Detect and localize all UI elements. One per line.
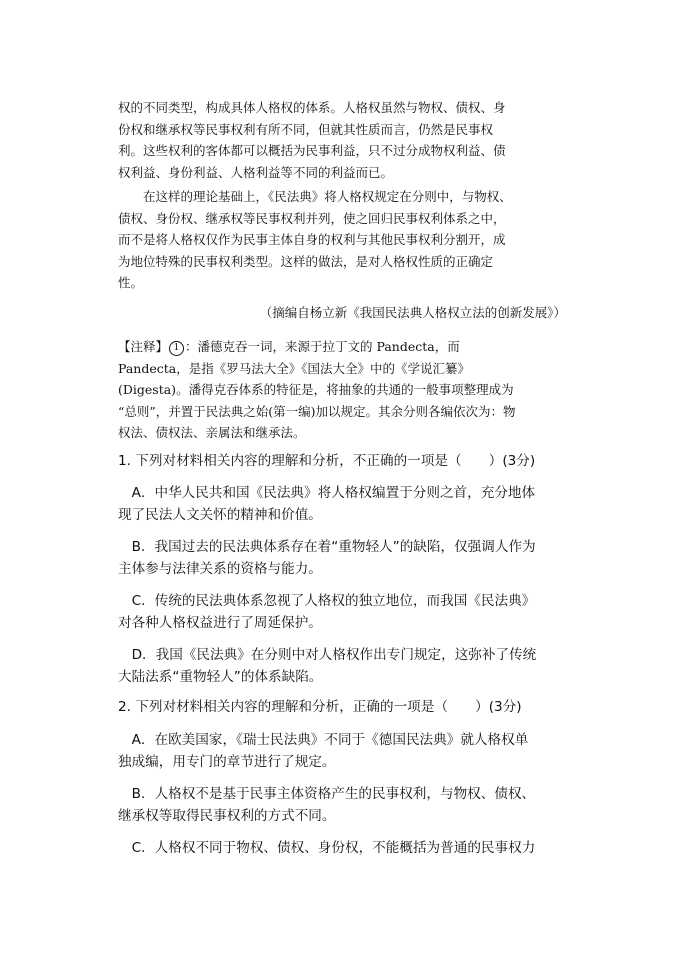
question-2-stem bbox=[118, 697, 566, 719]
option-line: C．人格权不同于物权、债权、身份权，不能概括为普通的民事权力 bbox=[118, 840, 536, 856]
q2-option-a bbox=[118, 730, 566, 773]
question-stem: 2. 下列对材料相关内容的理解和分析，正确的一项是（ ）(3分) bbox=[118, 699, 522, 715]
note-head: 【注释】 bbox=[118, 339, 169, 354]
q1-option-a bbox=[118, 483, 566, 526]
option-line: 主体参与法律关系的资格与能力。 bbox=[118, 560, 322, 577]
q1-option-c bbox=[118, 591, 566, 634]
option-line: 大陆法系“重物轻人”的体系缺陷。 bbox=[118, 668, 323, 685]
option-line: A．中华人民共和国《民法典》将人格权编置于分则之首，充分地体 bbox=[118, 485, 536, 501]
option-line: D．我国《民法典》在分则中对人格权作出专门规定，这弥补了传统 bbox=[118, 647, 537, 663]
note-first-line bbox=[118, 336, 566, 358]
text-line: (Digesta)。潘得克吞体系的特征是，将抽象的共通的一般事项整理成为 bbox=[118, 382, 514, 397]
text-line: 权的不同类型，构成具体人格权的体系。人格权虽然与物权、债权、身 bbox=[118, 100, 506, 115]
text-line: 在这样的理论基础上，《民法典》将人格权规定在分则中，与物权、 bbox=[118, 189, 512, 204]
text-line: 权法、债权法、亲属法和继承法。 bbox=[118, 425, 306, 440]
question-1-stem bbox=[118, 451, 566, 473]
text-line: Pandecta，是指《罗马法大全》《国法大全》中的《学说汇纂》 bbox=[118, 360, 470, 376]
text-line: 权利益、身份利益、人格利益等不同的利益而已。 bbox=[118, 164, 394, 180]
option-line: 独成编，用专门的章节进行了规定。 bbox=[118, 753, 336, 770]
option-line: 现了民法人文关怀的精神和价值。 bbox=[118, 506, 322, 523]
text-line: 利。这些权利的客体都可以概括为民事利益，只不过分成物权利益、债 bbox=[118, 143, 506, 158]
text-line: 而不是将人格权仅作为民事主体自身的权利与其他民事权利分割开，成 bbox=[118, 232, 506, 247]
paragraph-1 bbox=[118, 97, 566, 183]
option-line: A．在欧美国家，《瑞士民法典》不同于《德国民法典》就人格权单 bbox=[118, 732, 529, 748]
option-line: 对各种人格权益进行了周延保护。 bbox=[118, 614, 322, 631]
q2-option-c bbox=[118, 838, 566, 860]
note-number-circle: 1 bbox=[169, 341, 184, 356]
annotation-note bbox=[118, 336, 566, 444]
source-citation bbox=[118, 302, 566, 324]
text-line: 债权、身份权、继承权等民事权利并列，使之回归民事权利体系之中， bbox=[118, 210, 506, 226]
option-line: 继承权等取得民事权利的方式不同。 bbox=[118, 807, 336, 824]
text-line: “总则”，并置于民法典之始(第一编)加以规定。其余分则各编依次为：物 bbox=[118, 403, 516, 419]
paragraph-2 bbox=[118, 186, 566, 294]
text-line: 为地位特殊的民事权利类型。这样的做法，是对人格权性质的正确定 bbox=[118, 253, 494, 269]
q1-option-d bbox=[118, 645, 566, 688]
q2-option-b bbox=[118, 784, 566, 827]
citation-text: （摘编自杨立新《我国民法典人格权立法的创新发展》） bbox=[259, 305, 566, 320]
option-line: B．人格权不是基于民事主体资格产生的民事权利，与物权、债权、 bbox=[118, 786, 536, 802]
option-line: B．我国过去的民法典体系存在着“重物轻人”的缺陷，仅强调人作为 bbox=[118, 539, 536, 555]
note-text: ：潘德克吞一词，来源于拉丁文的 Pandecta，而 bbox=[185, 339, 460, 354]
text-line: 性。 bbox=[118, 275, 144, 290]
option-line: C．传统的民法典体系忽视了人格权的独立地位，而我国《民法典》 bbox=[118, 593, 536, 609]
question-stem: 1. 下列对材料相关内容的理解和分析，不正确的一项是（ ）(3分) bbox=[118, 453, 536, 469]
text-line: 份权和继承权等民事权利有所不同，但就其性质而言，仍然是民事权 bbox=[118, 121, 494, 137]
q1-option-b bbox=[118, 537, 566, 580]
